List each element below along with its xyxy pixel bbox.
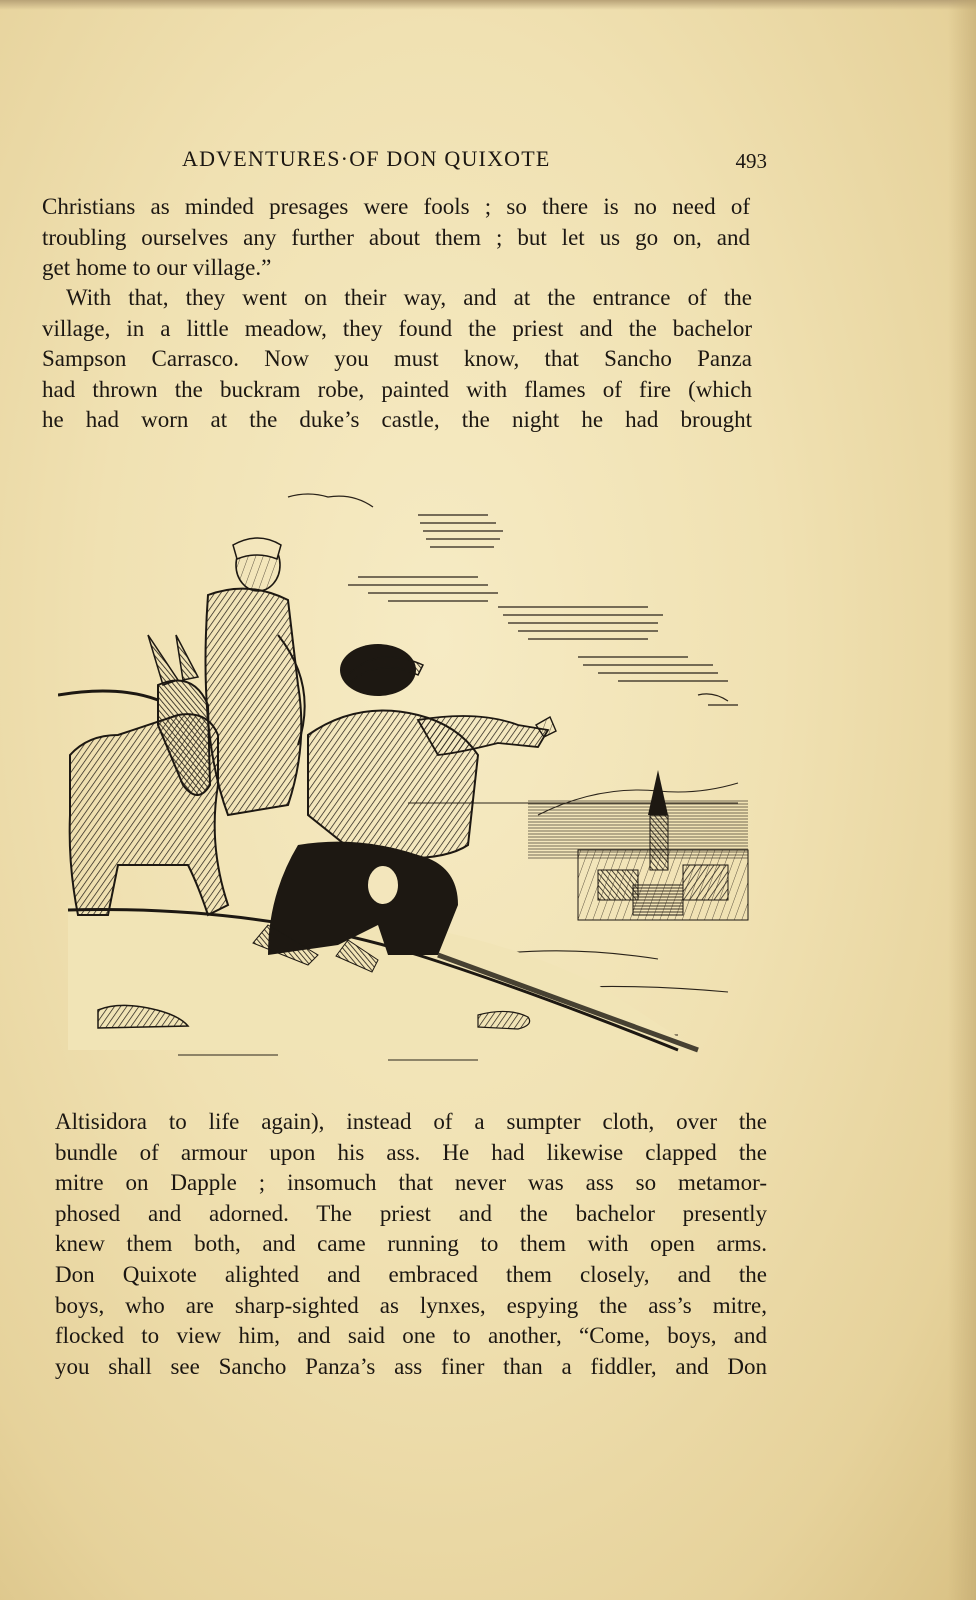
page-number: 493 [735,149,767,173]
page-header [42,146,767,180]
text-line: had thrown the buckram robe, painted with flames of fire (which [42,376,752,402]
engraving-illustration [58,485,768,1075]
text-line: Christians as minded presages were fools ; so there is no need of [42,194,750,219]
text-line: he had worn at the duke’s castle, the night he had brought [42,407,752,433]
text-line: bundle of armour upon his ass. He had likewise clapped the [55,1139,767,1165]
text-line: Don Quixote alighted and embraced them closely, and the [55,1261,767,1287]
text-line: you shall see Sancho Panza’s ass finer than a fiddler, and Don [55,1353,767,1379]
running-title: ADVENTURES·OF DON QUIXOTE [182,146,551,171]
text-line: Altisidora to life again), instead of a sumpter cloth, over the [55,1109,767,1134]
page-top-edge [0,0,976,10]
page-gutter-shadow [948,0,976,1600]
text-line: get home to our village.” [42,255,272,281]
paragraph-with-that [42,283,752,436]
text-line: boys, who are sharp-sighted as lynxes, espying the ass’s mitre, [55,1292,767,1318]
don-quixote-figure [206,538,305,815]
engraving-drawing [58,485,768,1075]
text-line: mitre on Dapple ; insomuch that never was ass so metamor- [55,1170,767,1196]
paragraph-altisidora [55,1107,767,1382]
text-line: phosed and adorned. The priest and the bachelor presently [55,1200,767,1226]
text-line: knew them both, and came running to them with open arms. [55,1231,767,1257]
text-line: Sampson Carrasco. Now you must know, that Sancho Panza [42,346,752,372]
donkey [58,635,228,915]
text-line: With that, they went on their way, and at the entrance of the [66,285,752,310]
text-line: village, in a little meadow, they found the priest and the bachelor [42,315,752,341]
paragraph-continuation [42,192,750,284]
text-line: troubling ourselves any further about them ; but let us go on, and [42,224,750,250]
text-line: flocked to view him, and said one to another, “Come, boys, and [55,1323,767,1349]
